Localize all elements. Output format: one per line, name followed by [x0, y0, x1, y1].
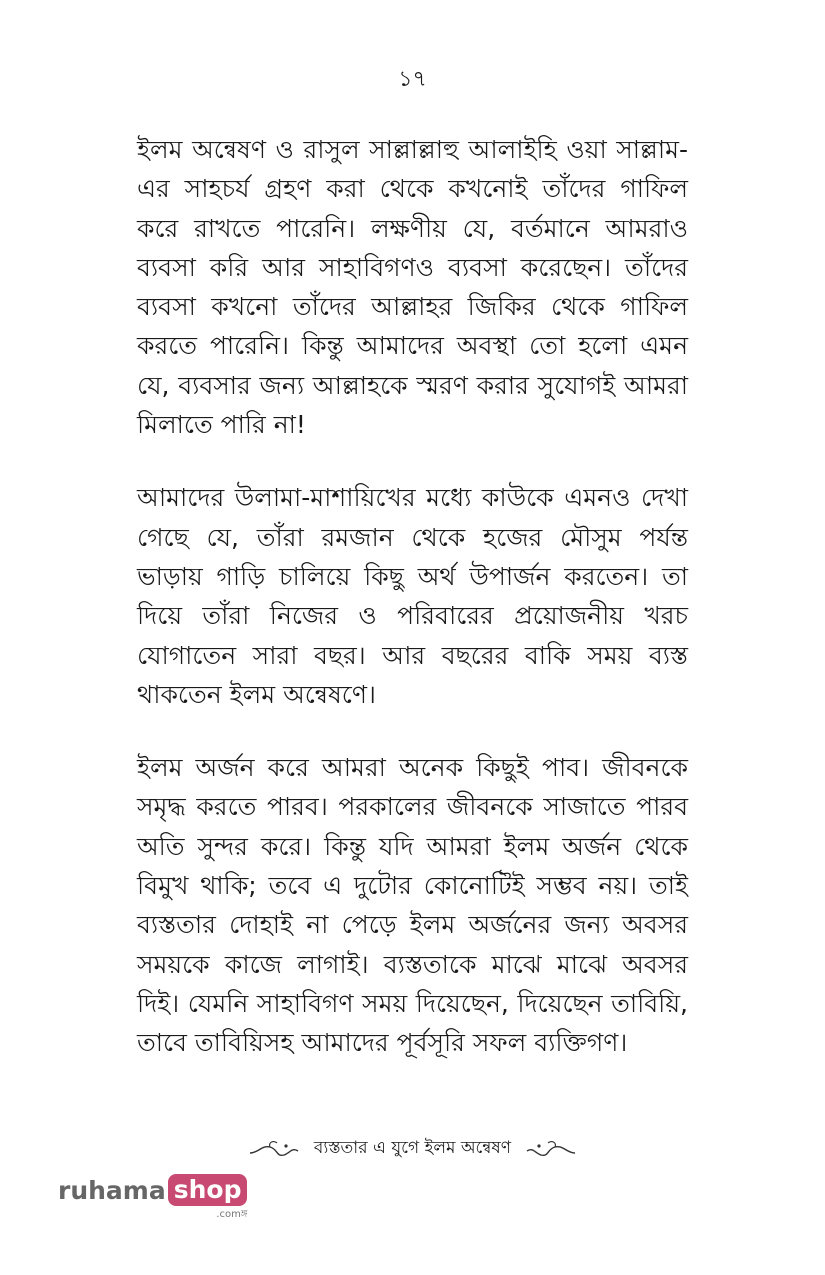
running-footer	[0, 1135, 825, 1163]
footer-book-title: ব্যস্ততার এ যুগে ইলম অন্বেষণ	[313, 1138, 512, 1158]
logo-ruhama-text: ruhama	[58, 1176, 166, 1205]
logo-domain-text: .comঙ্গ	[216, 1209, 248, 1220]
logo-right-group	[166, 1174, 248, 1224]
logo-shop-badge: shop	[168, 1174, 248, 1206]
paragraph-1: ইলম অন্বেষণ ও রাসুল সাল্লাল্লাহু আলাইহি ওয়া সাল্লাম-এর সাহচর্য গ্রহণ করা থেকে কখনোই তাঁদের গাফিল করে রাখতে পারেনি। লক্ষণীয় যে, বর্তমানে আমরাও ব্যবসা করি আর সাহাবিগণও ব্যবসা করেছেন। তাঁদের ব্যবসা কখনো তাঁদের আল্লাহর জিকির থেকে গাফিল করতে পারেনি। কিন্তু আমাদের অবস্থা তো হলো এমন যে, ব্যবসার জন্য আল্লাহকে স্মরণ করার সুযোগই আমরা মিলাতে পারি না!	[137, 135, 688, 440]
paragraph-3: ইলম অর্জন করে আমরা অনেক কিছুই পাব। জীবনকে সমৃদ্ধ করতে পারব। পরকালের জীবনকে সাজাতে পারব অতি সুন্দর করে। কিন্তু যদি আমরা ইলম অর্জন থেকে বিমুখ থাকি; তবে এ দুটোর কোনোটিই সম্ভব নয়। তাই ব্যস্ততার দোহাই না পেড়ে ইলম অর্জনের জন্য অবসর সময়কে কাজে লাগাই। ব্যস্ততাকে মাঝে মাঝে অবসর দিই। যেমনি সাহাবিগণ সময় দিয়েছেন, দিয়েছেন তাবিয়ি, তাবে তাবিয়িসহ আমাদের পূর্বসূরি সফল ব্যক্তিগণ।	[137, 753, 688, 1058]
ruhamashop-watermark-logo	[58, 1174, 247, 1224]
right-ornament-icon	[525, 1137, 577, 1161]
left-ornament-icon	[248, 1137, 300, 1161]
page-number: ১৭	[398, 67, 427, 92]
paragraph-2: আমাদের উলামা-মাশায়িখের মধ্যে কাউকে এমনও দেখা গেছে যে, তাঁরা রমজান থেকে হজের মৌসুম পর্যন্ত ভাড়ায় গাড়ি চালিয়ে কিছু অর্থ উপার্জন করতেন। তা দিয়ে তাঁরা নিজের ও পরিবারের প্রয়োজনীয় খরচ যোগাতেন সারা বছর। আর বছরের বাকি সময় ব্যস্ত থাকতেন ইলম অন্বেষণে।	[137, 483, 688, 709]
body-text	[137, 130, 688, 1097]
